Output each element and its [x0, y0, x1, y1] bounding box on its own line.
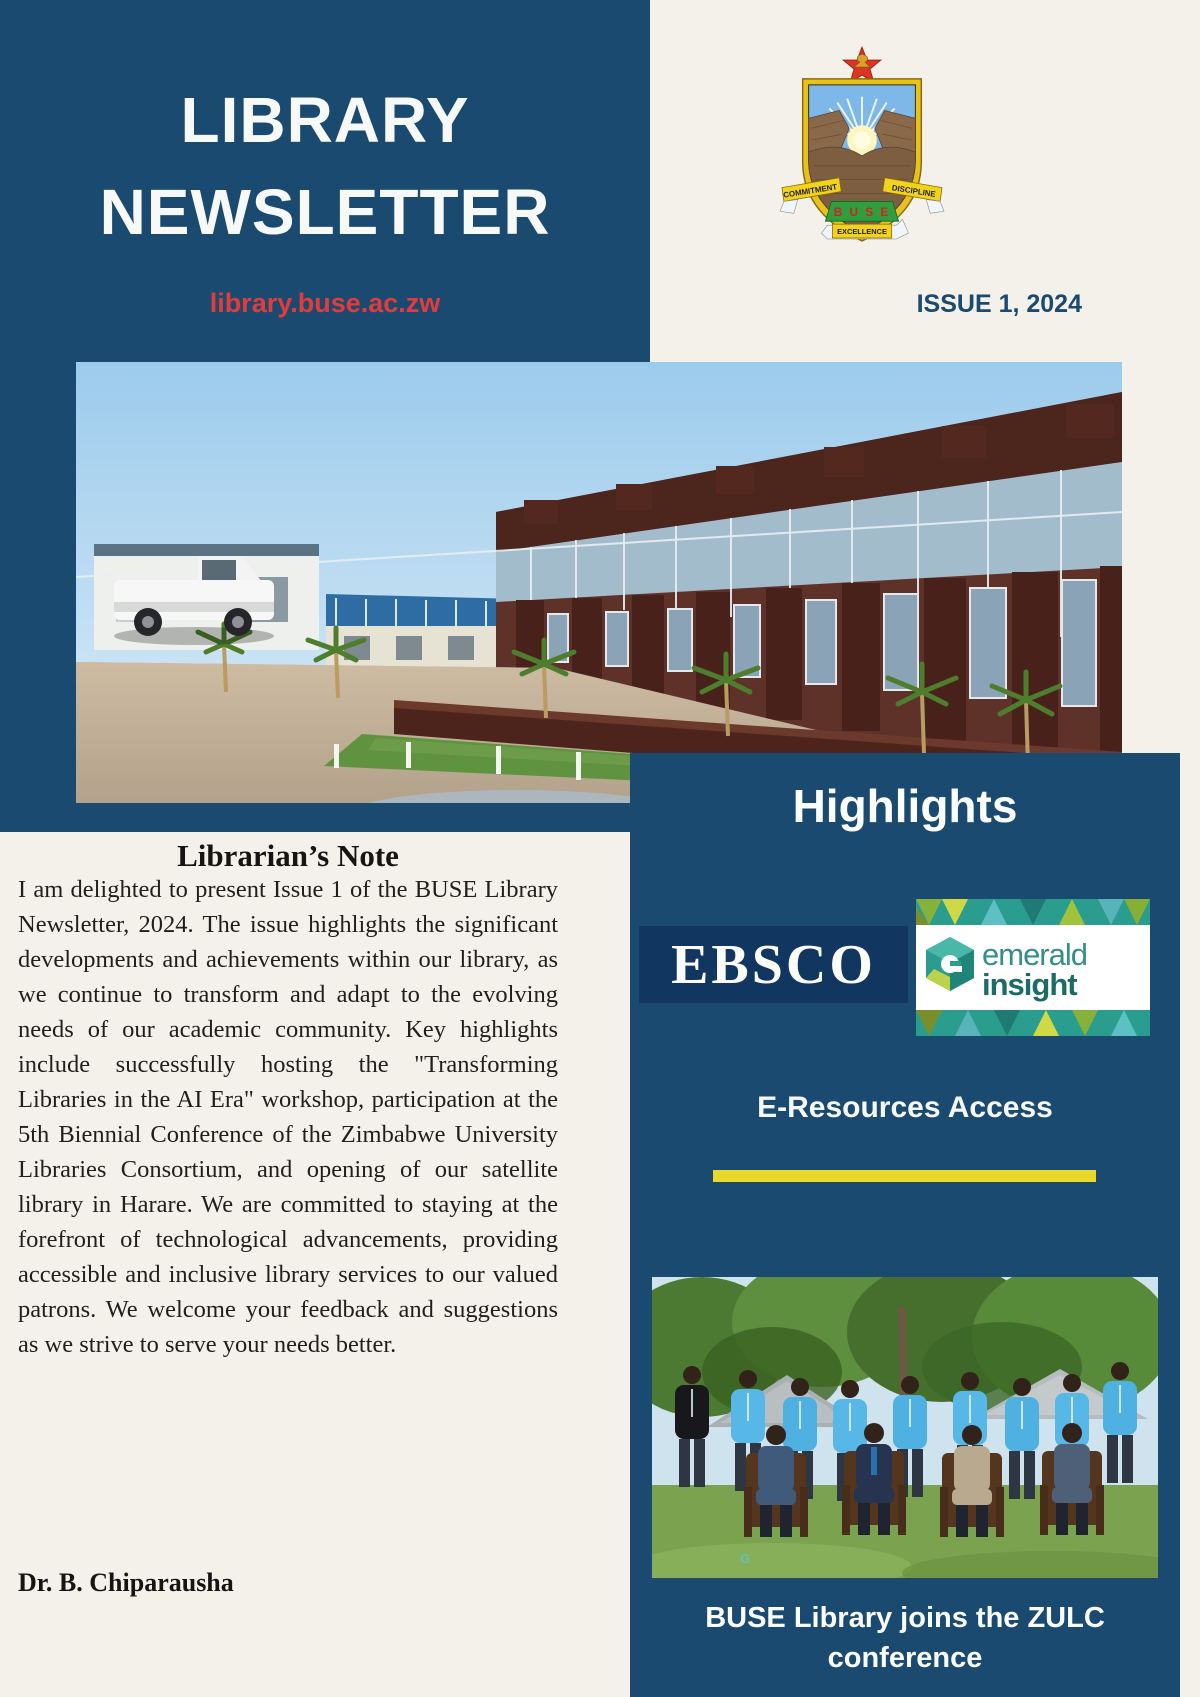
insight-word: insight [982, 967, 1077, 1002]
crest-acronym: B U S E [833, 205, 891, 220]
ebsco-logo [639, 926, 908, 1003]
note-body: I am delighted to present Issue 1 of the BUSE Library Newsletter, 2024. The issue highlights the significant developments and achievements within our library, as we continue to transform and adapt to the evolving needs of our academic community. Key highlights include successfully hosting the "Transforming Libraries in the AI Era" workshop, participation at the 5th Biennial Conference of the Zimbabwe University Libraries Consortium, and opening of our satellite library in Harare. We are committed to staying at the forefront of technological advancements, providing accessible and inclusive library services to our valued patrons. We welcome your feedback and suggestions as we strive to serve your needs better. [18, 876, 558, 1358]
crest-motto-bottom: EXCELLENCE [837, 227, 887, 237]
newsletter-title-line1: LIBRARY [180, 84, 470, 156]
photo-caption: BUSE Library joins the ZULC conference [705, 1602, 1105, 1674]
crest-motto-left: COMMITMENT [782, 182, 838, 200]
emerald-word: emerald [982, 937, 1087, 972]
emerald-insight-logo [916, 899, 1150, 1036]
crest-motto-right: DISCIPLINE [891, 183, 937, 199]
university-crest [778, 42, 946, 266]
library-building-photo [76, 362, 1122, 803]
note-heading: Librarian’s Note [177, 837, 399, 873]
highlights-heading: Highlights [792, 780, 1018, 832]
yellow-divider [713, 1170, 1096, 1182]
newsletter-url: library.buse.ac.zw [209, 288, 441, 318]
highlights-panel [630, 753, 1180, 1697]
zulc-conference-photo [652, 1277, 1158, 1578]
issue-label: ISSUE 1, 2024 [916, 290, 1082, 318]
note-signature: Dr. B. Chiparausha [18, 1568, 234, 1597]
newsletter-title-line2: NEWSLETTER [99, 176, 551, 248]
photo-watermark: G [740, 1551, 751, 1566]
newsletter-title [0, 74, 650, 258]
ebsco-wordmark: EBSCO [671, 933, 876, 996]
eresources-label: E-Resources Access [757, 1091, 1053, 1124]
